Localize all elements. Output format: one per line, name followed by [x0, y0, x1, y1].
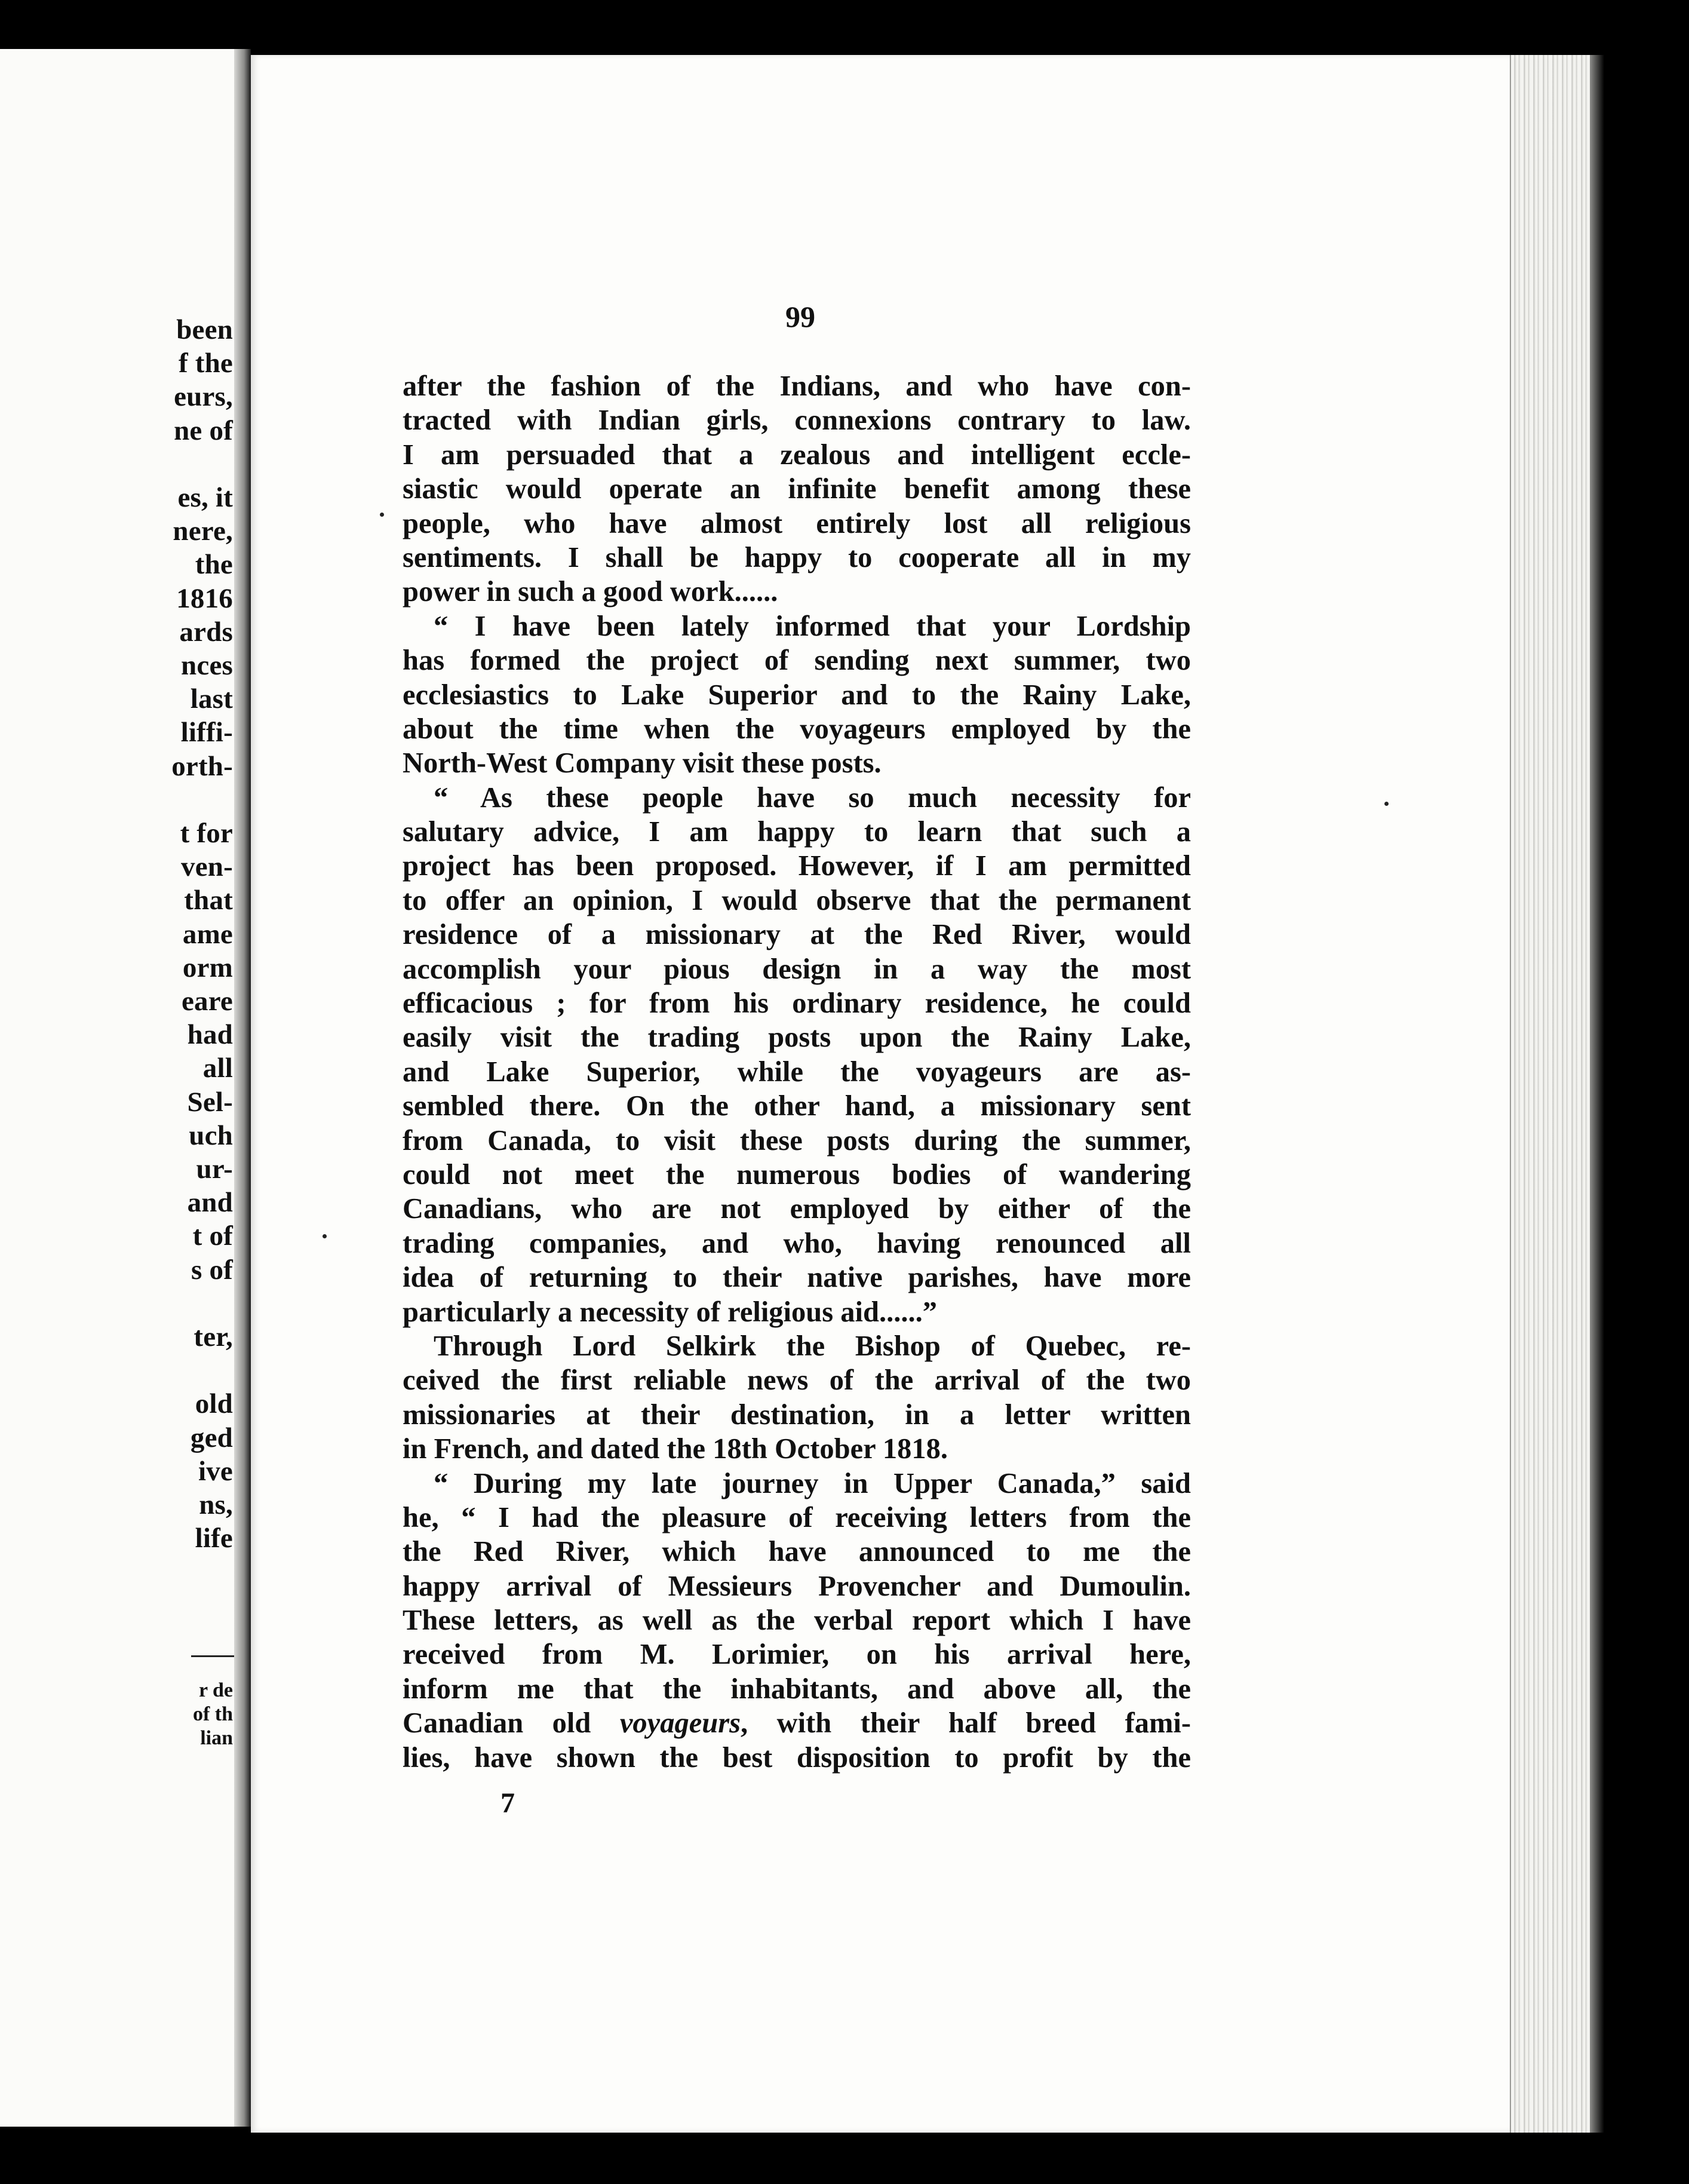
left-page-line: ne of: [174, 415, 233, 446]
signature-mark: 7: [500, 1787, 515, 1819]
text-line: ceived the first reliable news of the arrival of the two: [403, 1364, 1191, 1397]
text-line: inform me that the inhabitants, and above all, the: [403, 1673, 1191, 1705]
left-page-line: that: [184, 885, 233, 916]
text-line: particularly a necessity of religious aid......”: [403, 1296, 937, 1328]
text-line: “ During my late journey in Upper Canada,” said: [434, 1467, 1191, 1499]
text-line: the Red River, which have announced to me the: [403, 1536, 1191, 1568]
text-line: accomplish your pious design in a way the most: [403, 953, 1191, 985]
left-page-line: the: [195, 549, 233, 581]
facing-left-page: [0, 49, 234, 2127]
text-line: Canadians, who are not employed by either of the: [403, 1193, 1191, 1225]
book-gutter: [234, 49, 251, 2127]
left-page-line: es, it: [177, 482, 233, 513]
left-page-line: ter,: [194, 1321, 233, 1352]
text-line: lies, have shown the best disposition to profit by the: [403, 1741, 1191, 1774]
left-page-line: t for: [180, 818, 233, 849]
left-page-footnote: lian: [200, 1727, 233, 1749]
left-page-line: s of: [191, 1254, 233, 1286]
text-line: missionaries at their destination, in a letter written: [403, 1398, 1191, 1431]
left-page-line: orm: [182, 952, 233, 983]
text-line: happy arrival of Messieurs Provencher and Dumoulin.: [403, 1570, 1191, 1602]
left-page-line: t of: [192, 1220, 233, 1252]
italic-run: voyageurs: [619, 1707, 741, 1740]
left-page-line: nere,: [173, 516, 233, 547]
left-page-footnote: of th: [192, 1703, 233, 1725]
text-line: has formed the project of sending next summer, two: [403, 645, 1191, 677]
text-line: sembled there. On the other hand, a missionary sent: [403, 1090, 1191, 1122]
ink-speck: [1384, 802, 1389, 806]
left-page-line: last: [190, 683, 233, 715]
text-line: [403, 1706, 1191, 1740]
left-page-line: nces: [181, 650, 233, 681]
left-page-line: had: [187, 1019, 233, 1051]
text-line: These letters, as well as the verbal report which I have: [403, 1605, 1191, 1637]
text-line: he, “ I had the pleasure of receiving letters from the: [403, 1501, 1191, 1533]
text-line: received from M. Lorimier, on his arrival here,: [403, 1639, 1191, 1671]
text-line: could not meet the numerous bodies of wandering: [403, 1158, 1191, 1191]
text-line: Through Lord Selkirk the Bishop of Quebec, re-: [434, 1330, 1191, 1362]
left-page-line: all: [202, 1053, 233, 1084]
footnote-rule: [191, 1655, 234, 1657]
left-page-footnote: r de: [199, 1679, 233, 1701]
left-page-line: eare: [181, 986, 233, 1017]
left-page-line: ards: [179, 616, 233, 648]
text-line: in French, and dated the 18th October 1818.: [403, 1433, 948, 1465]
left-page-line: ged: [190, 1422, 233, 1453]
text-line: ecclesiastics to Lake Superior and to the Rainy Lake,: [403, 679, 1191, 711]
text-line: I am persuaded that a zealous and intelligent eccle-: [403, 438, 1191, 471]
text-line: sentiments. I shall be happy to cooperate all in my: [403, 541, 1191, 573]
text-line: project has been proposed. However, if I am permitted: [403, 850, 1191, 882]
left-page-line: been: [176, 314, 233, 345]
text-line: after the fashion of the Indians, and who have con-: [403, 370, 1191, 402]
left-page-line: ur-: [196, 1154, 233, 1185]
text-line: people, who have almost entirely lost all religious: [403, 507, 1191, 539]
left-page-line: eurs,: [174, 381, 233, 413]
page-number: 99: [785, 300, 815, 333]
text-line: to offer an opinion, I would observe that the permanent: [403, 884, 1191, 916]
text-line: efficacious ; for from his ordinary residence, he could: [403, 987, 1191, 1020]
body-text: [403, 369, 1191, 1775]
left-page-line: ven-: [181, 851, 233, 883]
text-line: from Canada, to visit these posts during the summer,: [403, 1124, 1191, 1157]
text-run: Canadian old: [403, 1707, 620, 1740]
text-run: , with their half breed fami-: [740, 1707, 1191, 1740]
text-line: “ As these people have so much necessity for: [434, 781, 1191, 814]
ink-speck: [323, 1234, 327, 1238]
text-line: trading companies, and who, having renounced all: [403, 1227, 1191, 1259]
text-line: easily visit the trading posts upon the Rainy Lake,: [403, 1022, 1191, 1054]
left-page-line: ive: [198, 1455, 233, 1487]
left-page-line: Sel-: [187, 1086, 233, 1118]
text-line: residence of a missionary at the Red River, would: [403, 919, 1191, 951]
text-line: salutary advice, I am happy to learn that such a: [403, 816, 1191, 848]
left-page-line: orth-: [171, 750, 233, 782]
text-line: “ I have been lately informed that your Lordship: [434, 610, 1191, 642]
text-line: tracted with Indian girls, connexions contrary to law.: [403, 404, 1191, 437]
left-page-line: old: [195, 1388, 233, 1420]
text-line: about the time when the voyageurs employed by the: [403, 713, 1191, 745]
left-page-line: 1816: [176, 582, 233, 614]
left-page-line: life: [195, 1523, 233, 1554]
left-page-line: uch: [189, 1119, 233, 1151]
text-line: and Lake Superior, while the voyageurs are as-: [403, 1056, 1191, 1088]
left-page-line: ame: [182, 918, 233, 950]
text-line: siastic would operate an infinite benefit among these: [403, 473, 1191, 505]
left-page-line: liffi-: [180, 717, 233, 749]
text-line: idea of returning to their native parishes, have more: [403, 1262, 1191, 1294]
ink-speck: [380, 513, 384, 517]
page-edges: [1510, 55, 1591, 2133]
left-page-line: and: [187, 1187, 233, 1219]
left-page-line: ns,: [199, 1489, 233, 1520]
text-line: power in such a good work......: [403, 576, 778, 608]
left-page-line: f the: [178, 348, 233, 379]
text-line: North-West Company visit these posts.: [403, 747, 882, 780]
page-edge-shadow: [1590, 55, 1604, 2133]
